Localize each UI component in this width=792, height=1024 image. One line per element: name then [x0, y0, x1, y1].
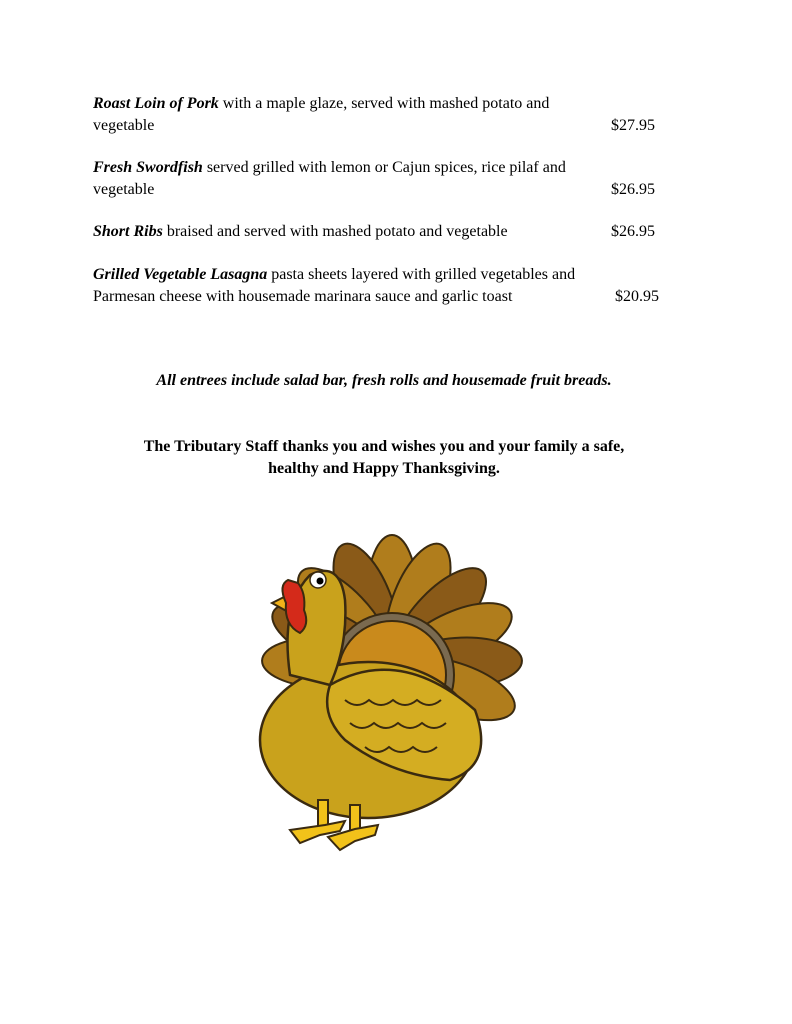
thanks-line-2: healthy and Happy Thanksgiving. — [268, 460, 500, 477]
menu-item-description-cont: vegetable — [93, 181, 155, 198]
menu-item-price: $27.95 — [611, 117, 655, 134]
menu-item-short-ribs — [93, 221, 663, 243]
menu-item-description-cont: vegetable — [93, 117, 155, 134]
menu-item-name: Grilled Vegetable Lasagna — [93, 266, 268, 283]
menu-item-description: served grilled with lemon or Cajun spices, rice pilaf and — [202, 159, 566, 176]
turkey-icon — [250, 525, 535, 860]
thanks-line-1: The Tributary Staff thanks you and wishes you and your family a safe, — [143, 438, 625, 455]
menu-item-swordfish — [93, 157, 663, 201]
menu-item-name: Short Ribs — [93, 223, 163, 240]
menu-item-price: $20.95 — [615, 288, 659, 305]
menu-item-description-cont: Parmesan cheese with housemade marinara sauce and garlic toast — [93, 288, 513, 305]
menu-item-description: braised and served with mashed potato and vegetable — [162, 223, 508, 240]
menu-item-roast-pork — [93, 93, 663, 137]
thanks-message — [0, 436, 768, 480]
menu-item-description: with a maple glaze, served with mashed potato and — [218, 95, 550, 112]
menu-item-description: pasta sheets layered with grilled vegetables and — [267, 266, 576, 283]
entree-note: All entrees include salad bar, fresh rolls and housemade fruit breads. — [156, 372, 612, 389]
menu-item-lasagna — [93, 264, 663, 308]
menu-item-name: Roast Loin of Pork — [93, 95, 219, 112]
menu-item-name: Fresh Swordfish — [93, 159, 203, 176]
menu-item-price: $26.95 — [611, 223, 655, 240]
menu-item-price: $26.95 — [611, 181, 655, 198]
